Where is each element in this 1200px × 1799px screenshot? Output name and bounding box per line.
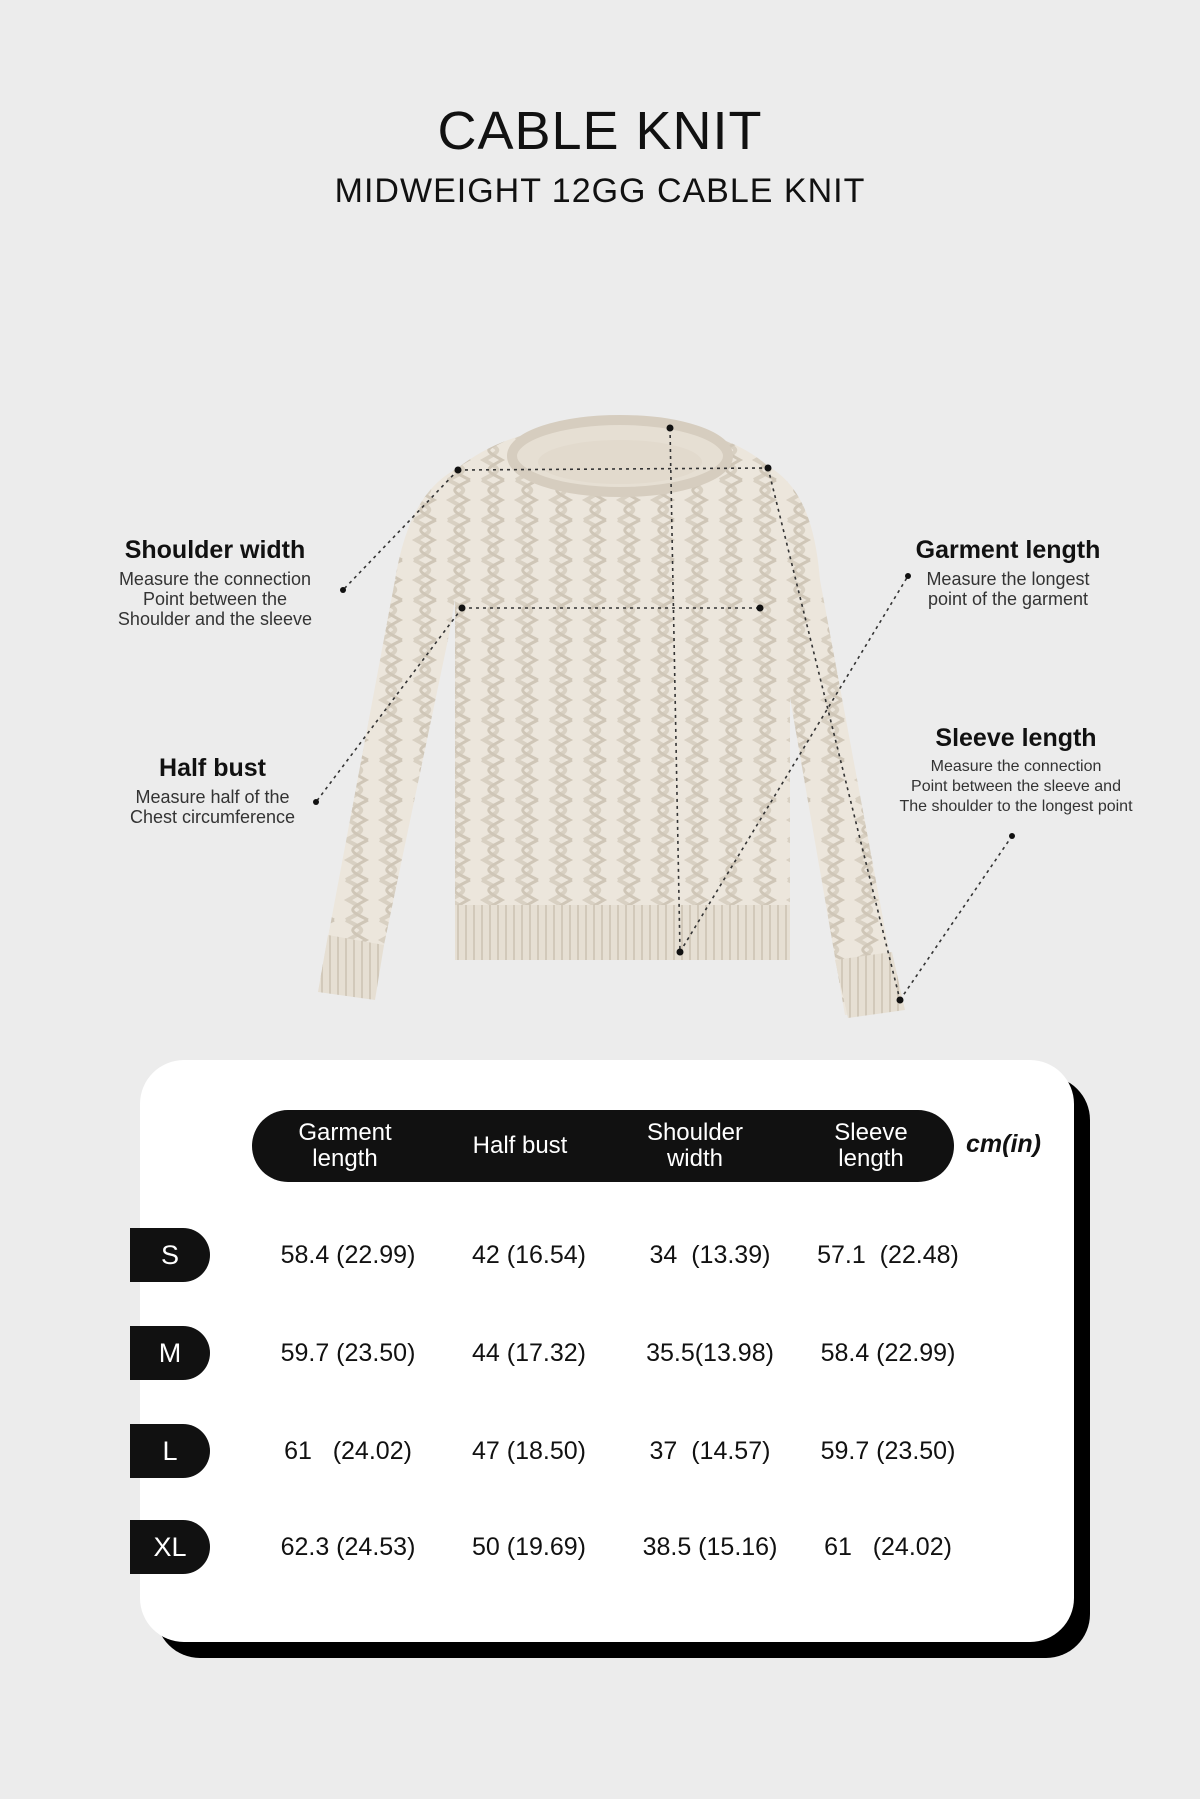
page-subtitle: MIDWEIGHT 12GG CABLE KNIT — [334, 172, 866, 210]
table-cell: 44 (17.32) — [472, 1338, 586, 1367]
annotation-line: Measure half of the — [135, 787, 290, 807]
unit-label: cm(in) — [966, 1130, 1041, 1158]
sweater-illustration — [0, 400, 1200, 1040]
annotation-line: Chest circumference — [129, 807, 296, 827]
column-header-half-bust: Half bust — [472, 1132, 568, 1159]
table-cell: 38.5 (15.16) — [642, 1532, 778, 1561]
table-cell: 59.7 (23.50) — [820, 1436, 956, 1465]
table-cell: 47 (18.50) — [472, 1436, 586, 1465]
size-label-s: S — [130, 1228, 210, 1282]
annotation-line: Shoulder and the sleeve — [117, 609, 313, 629]
column-header-garment-length: Garment length — [298, 1119, 392, 1172]
annotation-line: Point between the sleeve and — [911, 778, 1121, 795]
size-table-header — [252, 1110, 954, 1182]
annotation-heading: Sleeve length — [935, 724, 1097, 752]
annotation-heading: Shoulder width — [124, 536, 306, 564]
annotation-line: point of the garment — [927, 589, 1089, 609]
sweater-left-cuff — [318, 935, 384, 1000]
annotation-heading: Half bust — [159, 754, 266, 782]
table-cell: 61 (24.02) — [284, 1436, 412, 1465]
column-header-sleeve-length: Sleeve length — [834, 1119, 908, 1172]
table-cell: 58.4 (22.99) — [280, 1240, 416, 1269]
annotation-sleeve-length — [886, 724, 1146, 817]
annotation-line: Point between the — [142, 589, 288, 609]
sweater-body — [455, 426, 790, 960]
size-label-m: M — [130, 1326, 210, 1380]
table-cell: 34 (13.39) — [649, 1240, 771, 1269]
table-cell: 61 (24.02) — [824, 1532, 952, 1561]
annotation-heading: Garment length — [915, 536, 1101, 564]
annotation-line: Measure the connection — [930, 758, 1102, 775]
table-cell: 59.7 (23.50) — [280, 1338, 416, 1367]
annotation-line: Measure the connection — [118, 569, 312, 589]
annotation-line: Measure the longest — [926, 569, 1090, 589]
table-cell: 50 (19.69) — [472, 1532, 586, 1561]
table-cell: 62.3 (24.53) — [280, 1532, 416, 1561]
annotation-half-bust — [100, 754, 325, 827]
sweater-hem — [455, 905, 790, 960]
size-label-l: L — [130, 1424, 210, 1478]
size-label-xl: XL — [130, 1520, 210, 1574]
table-cell: 57.1 (22.48) — [817, 1240, 959, 1269]
table-cell: 35.5(13.98) — [646, 1338, 774, 1367]
annotation-shoulder-width — [90, 536, 340, 629]
table-cell: 37 (14.57) — [649, 1436, 771, 1465]
sweater-left-sleeve — [320, 468, 458, 988]
annotation-garment-length — [880, 536, 1136, 609]
column-header-shoulder-width: Shoulder width — [646, 1119, 744, 1172]
annotation-line: The shoulder to the longest point — [899, 798, 1133, 815]
table-cell: 58.4 (22.99) — [820, 1338, 956, 1367]
table-cell: 42 (16.54) — [472, 1240, 586, 1269]
page-title: CABLE KNIT — [437, 101, 763, 161]
